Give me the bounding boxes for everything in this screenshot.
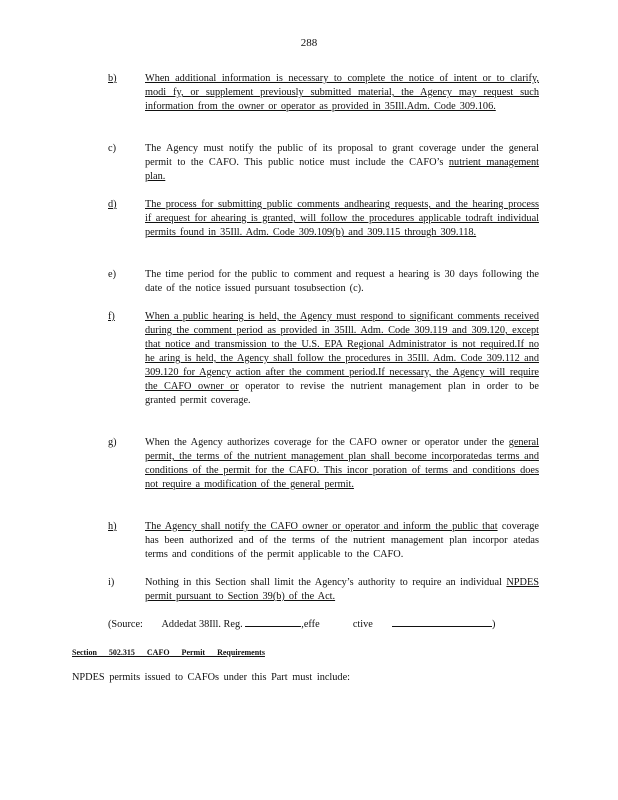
item-g-text: When the Agency authorizes coverage for the CAFO owner or operator under the <box>145 437 509 448</box>
source-close: ) <box>492 619 496 630</box>
source-note <box>108 616 508 632</box>
item-g-text-underlined: general permit, the terms of the nutrient management plan shall become incorporatedas terms and conditions of the permit for the CAFO. This incor poration of terms and conditions does not require a modification of the general permit. <box>145 437 539 490</box>
item-e-label: e) <box>108 269 116 280</box>
item-d-label: d) <box>108 199 117 210</box>
page-number: 288 <box>300 37 318 49</box>
source-added: Addedat 38Ill. Reg. <box>161 619 243 630</box>
item-i-text-underlined: NPDES permit pursuant to Section 39(b) of the Act. <box>145 577 539 602</box>
item-c-text: The Agency must notify the public of its proposal to grant coverage under the general permit to the CAFO. This public notice must include the CAFO’s <box>145 143 539 168</box>
intro-text: NPDES permits issued to CAFOs under this Part must include: <box>72 672 350 683</box>
source-effe: ,effe <box>301 619 320 630</box>
source-open: (Source: <box>108 619 143 630</box>
item-f-text: operator to revise the nutrient management plan in order to be granted permit coverage. <box>145 381 539 406</box>
item-i-label: i) <box>108 577 115 588</box>
date-blank <box>392 616 492 627</box>
item-b-label: b) <box>108 73 117 84</box>
item-h-label: h) <box>108 521 117 532</box>
item-b-text: When additional information is necessary to complete the notice of intent or to clarify, modi fy, or supplement previously submitted material, the Agency may request such information from the owner or operator as provided in 35Ill.Adm. Code 309.106. <box>145 73 539 112</box>
item-g-label: g) <box>108 437 117 448</box>
item-c-label: c) <box>108 143 116 154</box>
item-f-text-underlined: When a public hearing is held, the Agency must respond to significant comments received during the comment period as provided in 35Ill. Adm. Code 309.119 and 309.120, except that notice and transmission to the U.S. EPA Regional Administrator is not required.If no he aring is held, the Agency shall follow the procedures in 35Ill. Adm. Code 309.112 and 309.120 for Agency action after the comment period.If necessary, the Agency will require the CAFO owner or <box>145 311 539 392</box>
item-h-text: coverage has been authorized and of the terms of the nutrient management plan incorpor atedas terms and conditions of the permit applicable to the CAFO. <box>145 521 540 560</box>
item-e-text: The time period for the public to comment and request a hearing is 30 days following the date of the notice issued pursuant tosubsection (c). <box>145 269 539 294</box>
item-c-text-underlined: nutrient management plan. <box>145 157 539 182</box>
reg-blank <box>245 616 301 627</box>
section-heading: Section 502.315 CAFO Permit Requirements <box>72 648 265 657</box>
item-i-text: Nothing in this Section shall limit the Agency’s authority to require an individual <box>145 577 507 588</box>
source-ctive: ctive <box>352 619 373 630</box>
item-d-text: The process for submitting public comments andhearing requests, and the hearing process if arequest for ahearing is granted, will follow the procedures applicable todraft individual permits found in 35Ill. Adm. Code 309.109(b) and 309.115 through 309.118. <box>145 199 539 238</box>
item-f-label: f) <box>108 311 115 322</box>
item-h-text-underlined: The Agency shall notify the CAFO owner or operator and inform the public that <box>145 521 498 532</box>
